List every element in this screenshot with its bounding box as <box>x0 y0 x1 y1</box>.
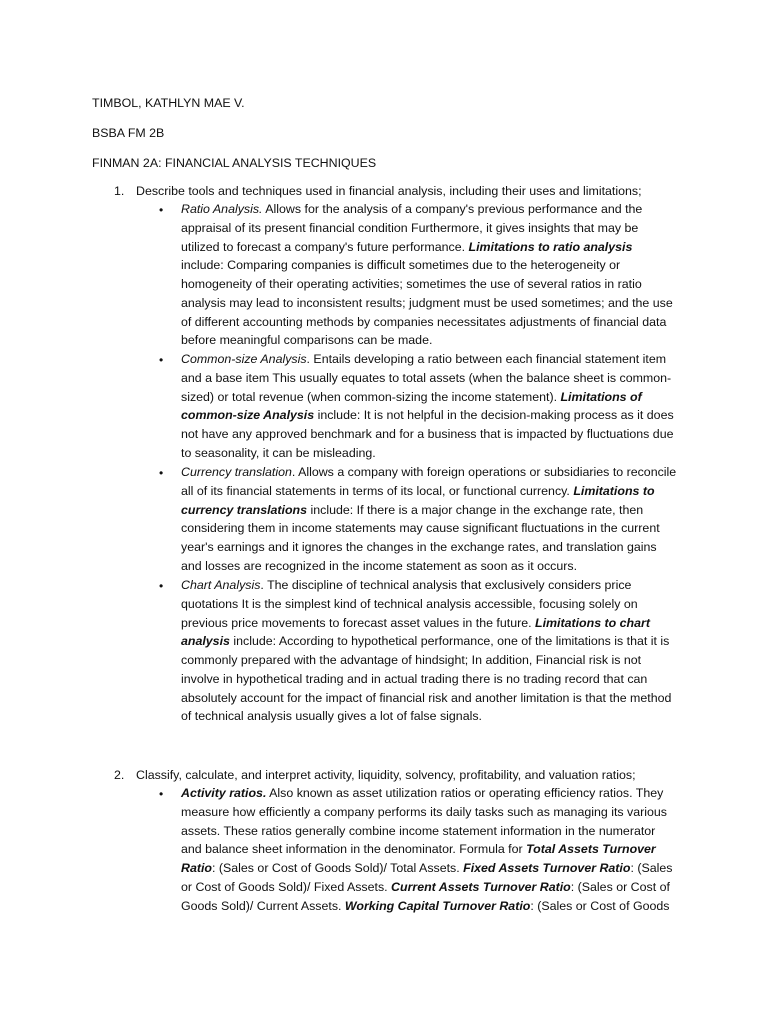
item-limitations-body: include: Comparing companies is difficult sometimes due to the heterogeneity or homogeneity of their operating activities; sometimes the use of several ratios in ratio analysis may lead to inconsistent results; judgment must be used sometimes; and the use of different accounting methods by companies necessitates adjustments of financial data before meaningful comparisons can be made. <box>181 258 673 348</box>
item-limitations-label: Limitations to chart analysis <box>181 615 650 649</box>
formula-body: : (Sales or Cost of Goods Sold)/ Fixed Assets. <box>181 861 673 894</box>
item-limitations-body: include: If there is a major change in the exchange rate, then considering them in income statements may cause significant fluctuations in the current year's earnings and it ignores the changes in the exchange rates, and translation gains and losses are recognized in the income statement as soon as it occurs. <box>181 502 660 573</box>
item-body: . Entails developing a ratio between each financial statement item and a base item This usually equates to total assets (when the balance sheet is common-sized) or total revenue (when common-sizing the income statement). <box>181 352 672 404</box>
subject-title: FINMAN 2A: FINANCIAL ANALYSIS TECHNIQUES <box>92 156 377 170</box>
formula-label: Fixed Assets Turnover Ratio <box>463 861 631 875</box>
formula-body: : (Sales or Cost of Goods <box>530 898 670 913</box>
bullet-icon: • <box>159 353 164 367</box>
item-ratio-analysis <box>181 200 677 350</box>
item-term: Activity ratios. <box>181 786 267 800</box>
student-name: TIMBOL, KATHLYN MAE V. <box>92 96 245 110</box>
course-section: BSBA FM 2B <box>92 126 165 140</box>
formula-body: : (Sales or Cost of Goods Sold)/ Total Assets. <box>211 861 464 875</box>
item-chart-analysis <box>181 576 677 726</box>
question-2-text: Classify, calculate, and interpret activity, liquidity, solvency, profitability, and valuation ratios; <box>136 768 636 782</box>
question-1-number: 1. <box>114 184 125 198</box>
item-term: Ratio Analysis. <box>181 202 263 216</box>
item-term: Common-size Analysis <box>181 352 307 366</box>
formula-label: Current Assets Turnover Ratio <box>391 879 571 894</box>
bullet-icon: • <box>159 466 164 480</box>
item-limitations-label: Limitations to currency translations <box>181 483 655 517</box>
bullet-icon: • <box>159 579 164 593</box>
item-limitations-label: Limitations of common-size Analysis <box>181 389 642 423</box>
item-limitations-label: Limitations to ratio analysis <box>468 239 633 254</box>
formula-label: Total Assets Turnover Ratio <box>181 842 656 875</box>
item-body: . The discipline of technical analysis that exclusively considers price quotations It is the simplest kind of technical analysis accessible, focusing solely on previous price movements to forecast asset values in the future. <box>181 578 638 630</box>
item-currency-translation <box>181 463 677 576</box>
item-activity-ratios <box>181 784 677 915</box>
formula-label: Working Capital Turnover Ratio <box>344 898 531 913</box>
item-limitations-body: include: According to hypothetical performance, one of the limitations is that it is commonly prepared with the advantage of hindsight; In addition, Financial risk is not involve in hypothetical trading and in actual trading there is no trading record that can absolutely account for the impact of financial risk and another limitation is that the method of technical analysis usually gives a lot of false signals. <box>181 634 672 724</box>
item-body: Also known as asset utilization ratios or operating efficiency ratios. They measure how efficiently a company performs its daily tasks such as managing its various assets. These ratios generally combine income statement information in the numerator and balance sheet information in the denominator. Formula for <box>181 786 667 857</box>
item-term: Currency translation <box>181 465 292 479</box>
item-body: . Allows a company with foreign operations or subsidiaries to reconcile all of its financial statements in terms of its local, or functional currency. <box>181 465 677 498</box>
item-limitations-body: include: It is not helpful in the decision-making process as it does not have any approved benchmark and for a business that is impacted by fluctuations due to seasonality, it can be misleading. <box>181 408 674 460</box>
bullet-icon: • <box>159 787 164 801</box>
item-term: Chart Analysis <box>181 578 261 592</box>
formula-body: : (Sales or Cost of Goods Sold)/ Current Assets. <box>181 879 670 913</box>
item-body: Allows for the analysis of a company's previous performance and the appraisal of its present financial condition Furthermore, it gives insights that may be utilized to forecast a company's future performance. <box>181 202 643 254</box>
item-common-size-analysis <box>181 350 677 463</box>
bullet-icon: • <box>159 203 164 217</box>
question-1-text: Describe tools and techniques used in financial analysis, including their uses and limitations; <box>136 184 642 198</box>
question-2-number: 2. <box>114 768 125 782</box>
